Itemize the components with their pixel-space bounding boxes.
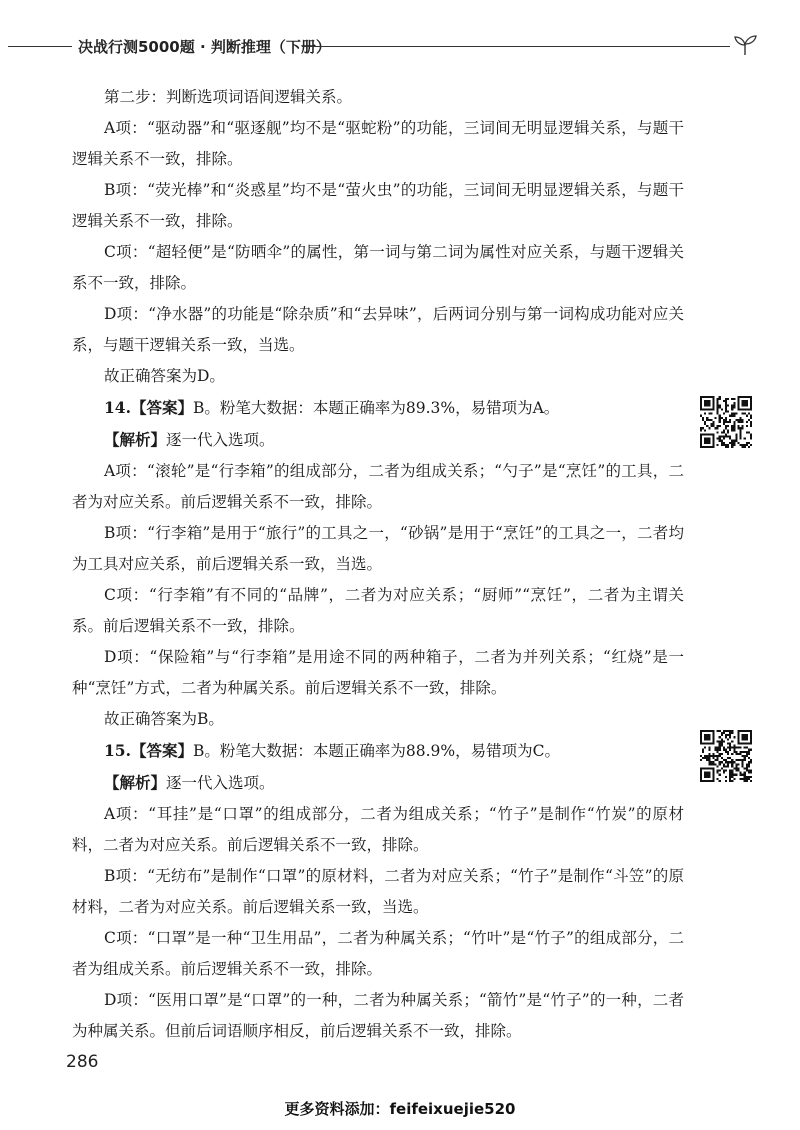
analysis-14-text: 逐一代入选项。 xyxy=(166,431,275,449)
answer-15-label: 15.【答案】 xyxy=(104,741,193,760)
option-c-13: C项：“超轻便”是“防晒伞”的属性，第一词与第二词为属性对应关系，与题干逻辑关系不一致，排除。 xyxy=(72,243,684,292)
answer-15-text: B。粉笔大数据：本题正确率为88.9%，易错项为C。 xyxy=(192,742,560,760)
running-header xyxy=(0,34,800,58)
option-d-14: D项：“保险箱”与“行李箱”是用途不同的两种箱子，二者为并列关系；“红烧”是一种“烹饪”方式，二者为种属关系。前后逻辑关系不一致，排除。 xyxy=(72,648,684,697)
header-title: 决战行测5000题 · 判断推理（下册） xyxy=(78,38,331,56)
qr-code-15[interactable] xyxy=(700,730,752,782)
option-c-15: C项：“口罩”是一种“卫生用品”，二者为种属关系；“竹叶”是“竹子”的组成部分，二者为组成关系。前后逻辑关系不一致，排除。 xyxy=(72,929,684,978)
header-rule-left xyxy=(8,46,72,47)
answer-15 xyxy=(72,735,684,767)
option-b-13: B项：“荧光棒”和“炎惑星”均不是“萤火虫”的功能，三词间无明显逻辑关系，与题干逻辑关系不一致，排除。 xyxy=(72,181,684,230)
analysis-15 xyxy=(72,767,684,799)
option-d-15: D项：“医用口罩”是“口罩”的一种，二者为种属关系；“箭竹”是“竹子”的一种，二者为种属关系。但前后词语顺序相反，前后逻辑关系不一致，排除。 xyxy=(72,991,684,1040)
conclusion-14: 故正确答案为B。 xyxy=(104,710,224,728)
qr-code-14[interactable] xyxy=(700,396,752,448)
option-b-14: B项：“行李箱”是用于“旅行”的工具之一，“砂锅”是用于“烹饪”的工具之一，二者均为工具对应关系，前后逻辑关系一致，当选。 xyxy=(72,524,684,573)
option-a-13: A项：“驱动器”和“驱逐舰”均不是“驱蛇粉”的功能，三词间无明显逻辑关系，与题干逻辑关系不一致，排除。 xyxy=(72,119,684,168)
header-rule-right xyxy=(302,46,730,47)
analysis-15-label: 【解析】 xyxy=(104,773,167,792)
footer-note: 更多资料添加：feifeixuejie520 xyxy=(284,1100,516,1118)
page-content xyxy=(72,82,684,1047)
answer-14 xyxy=(72,392,684,424)
option-a-14: A项：“滚轮”是“行李箱”的组成部分，二者为组成关系；“勺子”是“烹饪”的工具，二者为对应关系。前后逻辑关系不一致，排除。 xyxy=(72,462,684,511)
analysis-14 xyxy=(72,424,684,456)
option-a-15: A项：“耳挂”是“口罩”的组成部分，二者为组成关系；“竹子”是制作“竹炭”的原材料，二者为对应关系。前后逻辑关系不一致，排除。 xyxy=(72,805,684,854)
analysis-15-text: 逐一代入选项。 xyxy=(166,774,275,792)
option-b-15: B项：“无纺布”是制作“口罩”的原材料，二者为对应关系；“竹子”是制作“斗笠”的原材料，二者为对应关系。前后逻辑关系一致，当选。 xyxy=(72,867,684,916)
option-c-14: C项：“行李箱”有不同的“品牌”，二者为对应关系；“厨师”“烹饪”，二者为主谓关系。前后逻辑关系不一致，排除。 xyxy=(72,586,684,635)
page-number: 286 xyxy=(66,1052,99,1072)
step-two-line: 第二步：判断选项词语间逻辑关系。 xyxy=(104,88,353,106)
answer-14-text: B。粉笔大数据：本题正确率为89.3%，易错项为A。 xyxy=(192,399,560,417)
analysis-14-label: 【解析】 xyxy=(104,430,167,449)
conclusion-13: 故正确答案为D。 xyxy=(104,367,225,385)
sprout-icon xyxy=(732,34,758,56)
option-d-13: D项：“净水器”的功能是“除杂质”和“去异味”，后两词分别与第一词构成功能对应关系，与题干逻辑关系一致，当选。 xyxy=(72,305,684,354)
answer-14-label: 14.【答案】 xyxy=(104,398,193,417)
